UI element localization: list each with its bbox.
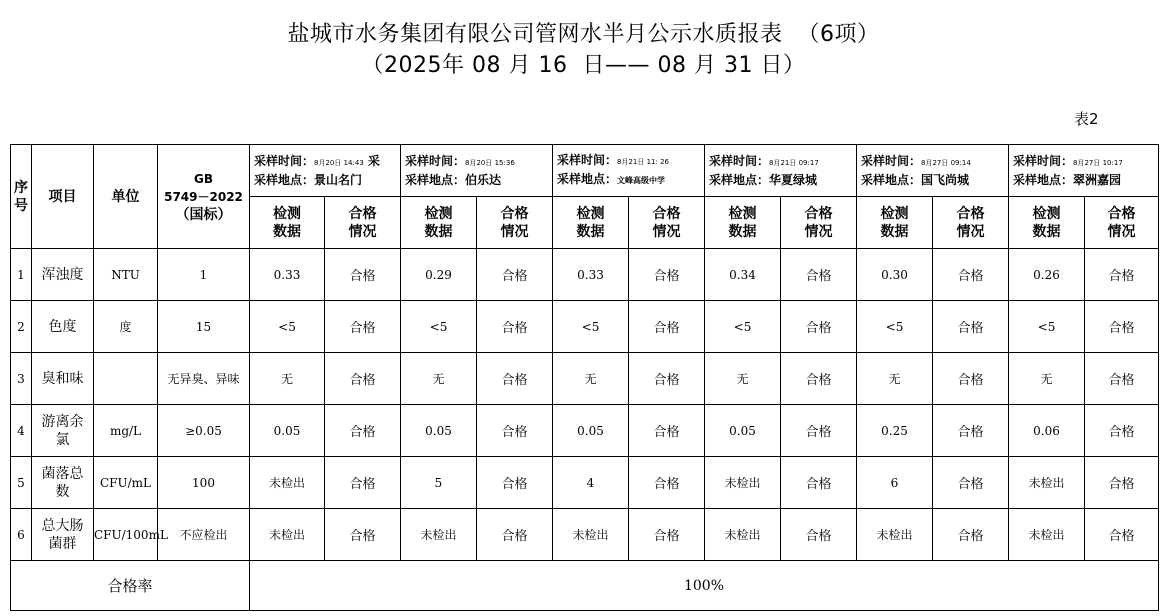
qualified-status: 合格 [933,405,1009,457]
qual-l1: 合格 [1107,205,1136,222]
std-line-3: （国标） [175,206,232,223]
sample-time-extra: 采 [363,153,380,168]
qualified-status: 合格 [781,405,857,457]
qualified-status: 合格 [1085,509,1159,561]
qualified-status: 合格 [781,301,857,353]
measured-value: 无 [401,353,477,405]
item-name-l1: 臭和味 [41,370,84,387]
item-name [32,509,94,561]
item-unit: CFU/100mL [94,509,158,561]
item-name-l1: 浑浊度 [41,266,84,283]
standard-limit: 无异臭、异味 [158,353,250,405]
measure-l1: 检测 [880,205,909,222]
sample-place: 文峰高级中学 [617,176,666,185]
qualified-header-5 [933,197,1009,249]
measured-value: <5 [401,301,477,353]
measure-l2: 数据 [1032,223,1061,240]
standard-limit: 1 [158,249,250,301]
sample-place: 景山名门 [314,172,363,187]
measure-data-header-3 [553,197,629,249]
header-seq: 序号 [11,145,32,249]
qualified-status: 合格 [781,249,857,301]
header-row-sites [11,145,1159,197]
item-name-l1: 游离余 [41,413,84,430]
measured-value: <5 [250,301,325,353]
table-row [11,249,1159,301]
qualified-status: 合格 [325,405,401,457]
qualified-status: 合格 [1085,405,1159,457]
measure-l2: 数据 [424,223,453,240]
measured-value: 0.33 [553,249,629,301]
sample-time: 8月20日 15:36 [465,158,515,167]
measured-value: 未检出 [857,509,933,561]
measure-data-header-4 [705,197,781,249]
measured-value: 0.05 [705,405,781,457]
item-unit: mg/L [94,405,158,457]
qual-l2: 情况 [500,223,529,240]
qualified-status: 合格 [933,301,1009,353]
item-name-l1: 总大肠 [41,517,84,534]
site-header-3 [553,145,705,197]
measured-value: <5 [1009,301,1085,353]
sample-time-label: 采样时间： [1013,153,1074,168]
qual-l2: 情况 [956,223,985,240]
measured-value: 0.06 [1009,405,1085,457]
measured-value: 0.05 [250,405,325,457]
measured-value: 0.33 [250,249,325,301]
qualified-status: 合格 [477,301,553,353]
measured-value: 无 [705,353,781,405]
site-header-1 [250,145,401,197]
standard-limit: 不应检出 [158,509,250,561]
qualified-status: 合格 [629,457,705,509]
qualified-status: 合格 [781,457,857,509]
item-unit: 度 [94,301,158,353]
measure-l2: 数据 [728,223,757,240]
qual-l1: 合格 [348,205,377,222]
sample-place: 华夏绿城 [769,172,818,187]
qual-l2: 情况 [1107,223,1136,240]
sample-time: 8月21日 09:17 [769,158,819,167]
item-name-l1: 色度 [48,318,77,335]
sample-place-label: 采样地点： [557,172,618,186]
qualified-status: 合格 [1085,457,1159,509]
qualified-status: 合格 [325,509,401,561]
std-line-1: GB [194,171,213,186]
qualified-status: 合格 [325,249,401,301]
sample-place-label: 采样地点： [709,172,770,187]
sample-time: 8月27日 10:17 [1073,158,1123,167]
report-period: （2025年 08 月 16 日—— 08 月 31 日） [361,53,806,78]
table-row [11,457,1159,509]
measured-value: 无 [857,353,933,405]
measure-l1: 检测 [576,205,605,222]
water-quality-table [10,144,1159,611]
sample-place-label: 采样地点： [861,172,922,187]
qualified-status: 合格 [1085,301,1159,353]
qualified-status: 合格 [477,457,553,509]
measured-value: 无 [553,353,629,405]
sample-time: 8月20日 14:43 [314,158,364,167]
header-standard [158,145,250,249]
sample-place: 翠洲嘉园 [1073,172,1122,187]
pass-rate-label: 合格率 [11,561,250,611]
item-name-l1: 菌落总 [41,465,84,482]
table-row [11,405,1159,457]
measured-value: 未检出 [250,509,325,561]
row-number: 2 [11,301,32,353]
measured-value: 0.30 [857,249,933,301]
item-unit [94,353,158,405]
sample-place-label: 采样地点： [405,172,466,187]
measure-data-header-1 [250,197,325,249]
qual-l2: 情况 [348,223,377,240]
sample-time-label: 采样时间： [557,153,618,167]
sample-place: 国飞尚城 [921,172,970,187]
sample-place: 伯乐达 [465,172,502,187]
qualified-status: 合格 [629,249,705,301]
qualified-status: 合格 [781,353,857,405]
measure-data-header-2 [401,197,477,249]
pass-rate-value: 100% [250,561,1159,611]
standard-limit: ≥0.05 [158,405,250,457]
qualified-status: 合格 [1085,353,1159,405]
measured-value: 未检出 [250,457,325,509]
measured-value: <5 [857,301,933,353]
measured-value: 5 [401,457,477,509]
sample-place-label: 采样地点： [254,172,315,187]
qualified-status: 合格 [781,509,857,561]
qualified-status: 合格 [477,509,553,561]
header-item: 项目 [32,145,94,249]
table-row [11,353,1159,405]
item-name [32,353,94,405]
row-number: 1 [11,249,32,301]
site-header-2 [401,145,553,197]
measured-value: 无 [1009,353,1085,405]
measured-value: 0.25 [857,405,933,457]
sample-place-label: 采样地点： [1013,172,1074,187]
qualified-status: 合格 [477,249,553,301]
measured-value: 未检出 [401,509,477,561]
measured-value: 未检出 [1009,509,1085,561]
qualified-status: 合格 [933,457,1009,509]
qual-l1: 合格 [652,205,681,222]
measure-l1: 检测 [424,205,453,222]
measured-value: 0.26 [1009,249,1085,301]
item-name [32,405,94,457]
site-header-4 [705,145,857,197]
row-number: 3 [11,353,32,405]
qualified-header-3 [629,197,705,249]
qualified-status: 合格 [629,301,705,353]
measured-value: 4 [553,457,629,509]
sample-time-label: 采样时间： [405,153,466,168]
qualified-status: 合格 [933,353,1009,405]
site-header-5 [857,145,1009,197]
measured-value: 0.05 [401,405,477,457]
std-line-2: 5749－2022 [164,189,243,204]
measure-data-header-5 [857,197,933,249]
site-header-6 [1009,145,1159,197]
sample-time-label: 采样时间： [254,153,315,168]
item-unit: CFU/mL [94,457,158,509]
table-row [11,301,1159,353]
measure-l2: 数据 [576,223,605,240]
measured-value: 无 [250,353,325,405]
table-row [11,509,1159,561]
qualified-status: 合格 [629,353,705,405]
row-number: 5 [11,457,32,509]
qual-l1: 合格 [804,205,833,222]
pass-rate-row [11,561,1159,611]
qual-l2: 情况 [652,223,681,240]
qualified-status: 合格 [933,249,1009,301]
qualified-status: 合格 [477,405,553,457]
qualified-header-4 [781,197,857,249]
sample-time: 8月27日 09:14 [921,158,971,167]
measured-value: 6 [857,457,933,509]
item-name-l2: 数 [55,483,70,500]
sample-time-label: 采样时间： [861,153,922,168]
item-unit: NTU [94,249,158,301]
measure-l1: 检测 [273,205,301,222]
sample-time: 8月21日 11: 26 [617,158,669,166]
qualified-status: 合格 [1085,249,1159,301]
measured-value: <5 [705,301,781,353]
qualified-status: 合格 [325,353,401,405]
item-name [32,301,94,353]
qual-l1: 合格 [956,205,985,222]
header-unit: 单位 [94,145,158,249]
qualified-status: 合格 [325,301,401,353]
measured-value: 未检出 [705,509,781,561]
measure-data-header-6 [1009,197,1085,249]
qualified-status: 合格 [325,457,401,509]
measured-value: 未检出 [553,509,629,561]
sample-time-label: 采样时间： [709,153,770,168]
measured-value: <5 [553,301,629,353]
item-name [32,457,94,509]
qualified-status: 合格 [629,405,705,457]
standard-limit: 100 [158,457,250,509]
item-name-l2: 氯 [55,431,70,448]
qualified-header-2 [477,197,553,249]
qual-l1: 合格 [500,205,529,222]
measure-l1: 检测 [728,205,757,222]
table-number: 表2 [1074,110,1099,128]
report-title: 盐城市水务集团有限公司管网水半月公示水质报表 （6项） [287,22,880,47]
standard-limit: 15 [158,301,250,353]
qual-l2: 情况 [804,223,833,240]
measured-value: 0.34 [705,249,781,301]
measured-value: 未检出 [705,457,781,509]
qualified-header-1 [325,197,401,249]
measure-l2: 数据 [880,223,909,240]
qualified-header-6 [1085,197,1159,249]
measured-value: 未检出 [1009,457,1085,509]
measured-value: 0.05 [553,405,629,457]
row-number: 4 [11,405,32,457]
item-name [32,249,94,301]
qualified-status: 合格 [477,353,553,405]
measure-l1: 检测 [1032,205,1061,222]
qualified-status: 合格 [629,509,705,561]
measure-l2: 数据 [273,223,301,240]
qualified-status: 合格 [933,509,1009,561]
measured-value: 0.29 [401,249,477,301]
item-name-l2: 菌群 [48,535,77,552]
row-number: 6 [11,509,32,561]
